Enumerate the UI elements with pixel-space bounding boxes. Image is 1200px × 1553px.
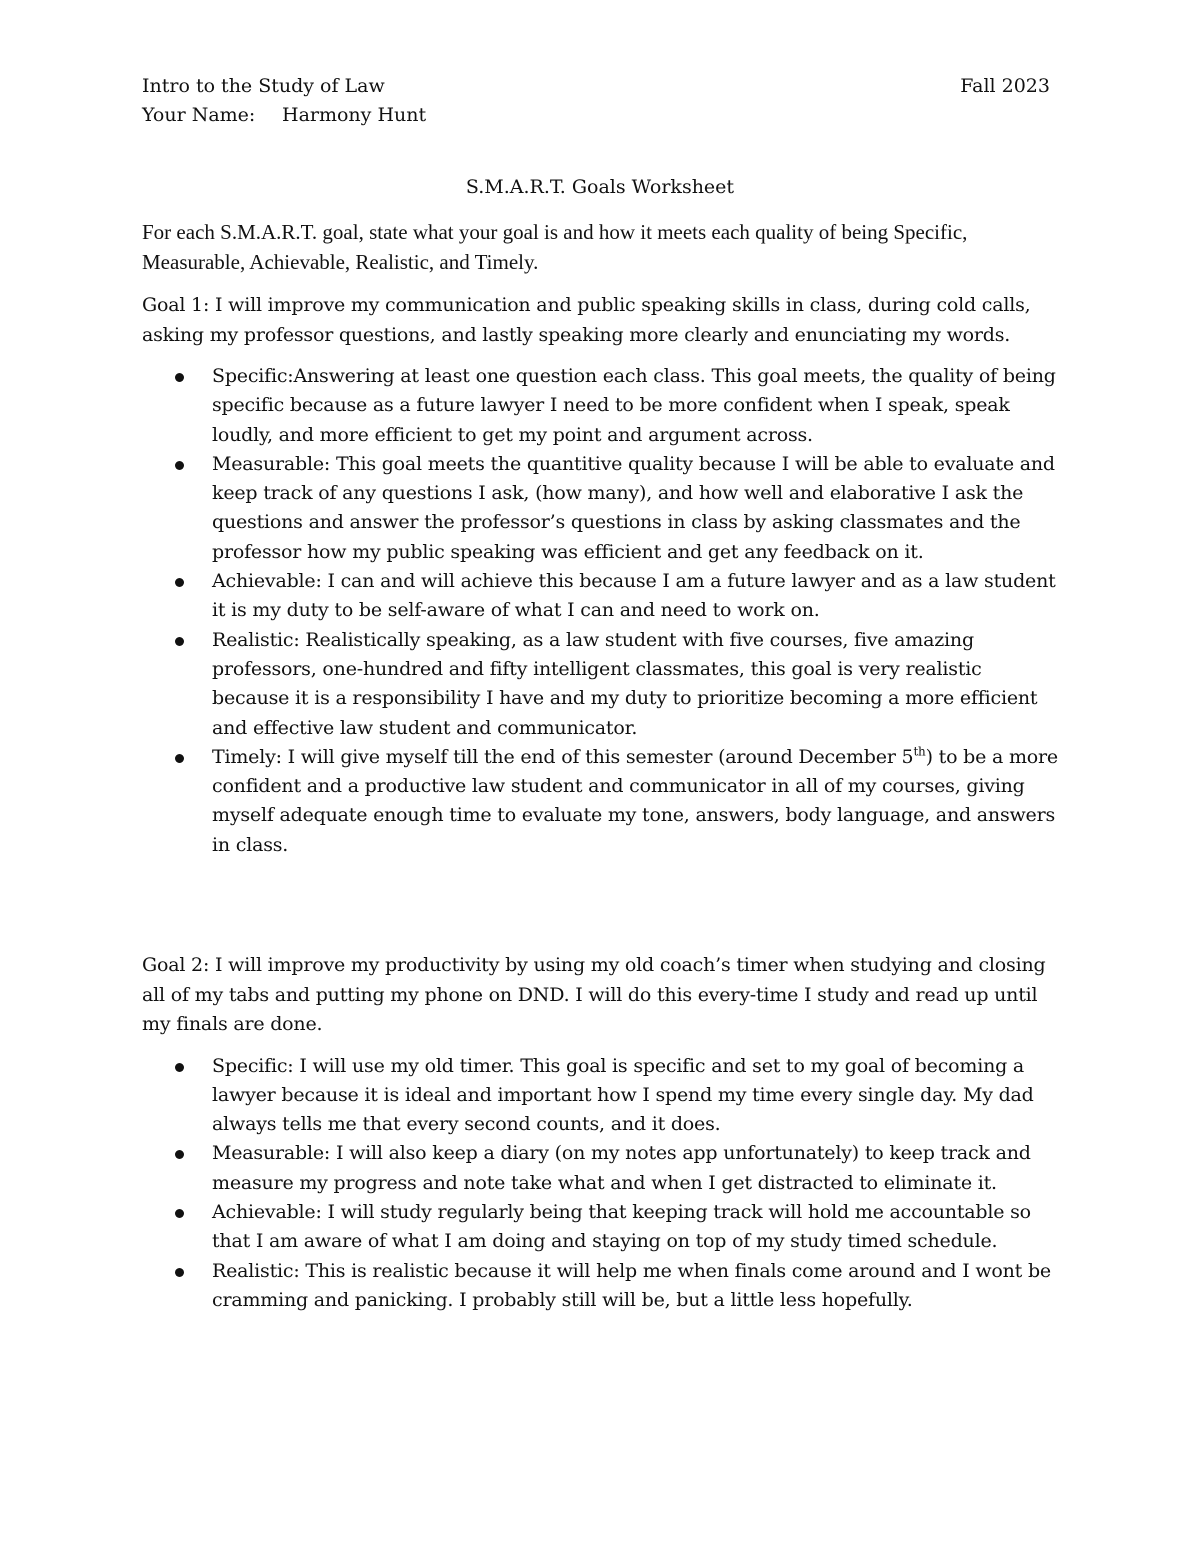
goal-1-timely-end: ) to be a more confident and a productive law student and communicator in all of my courses, giving myself adequate enough time to evaluate my tone, answers, body language, and answers in class. [212,745,1058,856]
list-item [142,362,1062,450]
list-item [142,626,1062,743]
course-name: Intro to the Study of Law [142,75,385,97]
list-item [142,450,1062,567]
name-label: Your Name: [142,104,256,126]
goal-2-list [142,1052,1062,1316]
bullet-icon [175,373,184,382]
bullet-icon [175,1150,184,1159]
goal-1-specific: Specific:Answering at least one question each class. This goal meets, the quality of being specific because as a future lawyer I need to be more confident when I speak, speak loudly, and more efficient to get my point and argument across. [212,365,1056,446]
bullet-icon [175,754,184,763]
list-item [142,1257,1062,1316]
goal-2-heading: Goal 2: I will improve my productivity by using my old coach’s timer when studying and closing all of my tabs and putting my phone on DND. I will do this every-time I study and read up until my finals are done. [142,954,1046,1035]
goal-2-measurable: Measurable: I will also keep a diary (on my notes app unfortunately) to keep track and measure my progress and note take what and when I get distracted to eliminate it. [212,1142,1031,1194]
goal-2-section [142,951,1062,1315]
instructions-text: For each S.M.A.R.T. goal, state what your goal is and how it meets each quality of being Specific, Measurable, Achievable, Realistic, and Timely. [142,220,968,274]
bullet-icon [175,1268,184,1277]
goal-1-timely [212,746,1058,856]
goal-1-section [142,291,1062,860]
goal-1-measurable: Measurable: This goal meets the quantitive quality because I will be able to evaluate and keep track of any questions I ask, (how many), and how well and elaborative I ask the questions and answer the professor’s questions in class by asking classmates and the professor how my public speaking was efficient and get any feedback on it. [212,452,1055,563]
worksheet-title: S.M.A.R.T. Goals Worksheet [465,176,735,198]
list-item [142,1139,1062,1198]
bullet-icon [175,1209,184,1218]
bullet-icon [175,637,184,646]
goal-2-achievable: Achievable: I will study regularly being that keeping track will hold me accountable so that I am aware of what I am doing and staying on top of my study timed schedule. [212,1200,1031,1253]
header-name-row [142,101,1050,129]
goal-1-realistic: Realistic: Realistically speaking, as a law student with five courses, five amazing professors, one-hundred and fifty intelligent classmates, this goal is very realistic because it is a responsibility I have and my duty to prioritize becoming a more efficient and effective law student and communicator. [212,628,1038,739]
list-item [142,743,1062,860]
bullet-icon [175,578,184,587]
name-value: Harmony Hunt [282,104,427,126]
term-label: Fall 2023 [960,75,1050,97]
bullet-icon [175,1063,184,1072]
goal-1-achievable: Achievable: I can and will achieve this because I am a future lawyer and as a law student it is my duty to be self-aware of what I can and need to work on. [212,570,1056,622]
list-item [142,1198,1062,1257]
list-item [142,1052,1062,1140]
ordinal-suffix: th [913,744,926,759]
student-name-field [142,101,426,129]
bullet-icon [175,461,184,470]
list-item [142,567,1062,626]
goal-1-heading: Goal 1: I will improve my communication and public speaking skills in class, during cold calls, asking my professor questions, and lastly speaking more clearly and enunciating my words. [142,294,1031,346]
goal-2-specific: Specific: I will use my old timer. This goal is specific and set to my goal of becoming a lawyer because it is ideal and important how I spend my time every single day. My dad always tells me that every second counts, and it does. [212,1054,1034,1136]
goal-1-list [142,362,1062,860]
goal-2-realistic: Realistic: This is realistic because it will help me when finals come around and I wont be cramming and panicking. I probably still will be, but a little less hopefully. [212,1259,1051,1311]
header-course-row [142,72,1050,100]
goal-1-timely-start: Timely: I will give myself till the end of this semester (around December 5 [212,745,914,768]
